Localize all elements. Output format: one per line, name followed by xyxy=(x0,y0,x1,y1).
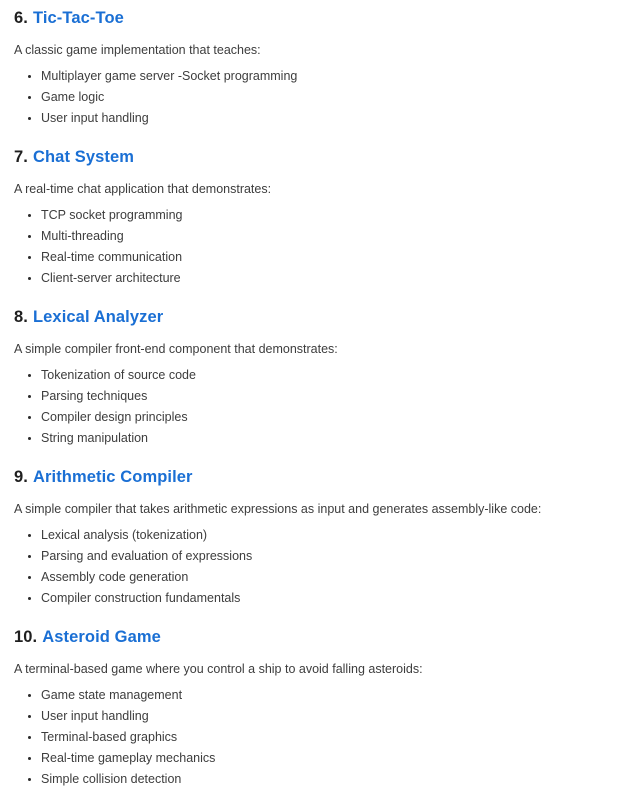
section-title-link[interactable]: Lexical Analyzer xyxy=(32,308,164,326)
section-title-link[interactable]: Chat System xyxy=(32,148,135,166)
list-item: • String manipulation xyxy=(41,428,611,449)
list-item: • Real-time gameplay mechanics xyxy=(41,748,611,769)
list-item: • Lexical analysis (tokenization) xyxy=(41,525,611,546)
section-heading xyxy=(14,146,611,168)
list-item: • Multi-threading xyxy=(41,226,611,247)
list-item: • Assembly code generation xyxy=(41,567,611,588)
list-item: • TCP socket programming xyxy=(41,205,611,226)
list-item: • Simple collision detection xyxy=(41,769,611,790)
section-heading xyxy=(14,7,611,29)
section-number: 10. xyxy=(14,628,38,646)
list-item: • Game state management xyxy=(41,685,611,706)
list-item: • User input handling xyxy=(41,706,611,727)
section-heading xyxy=(14,306,611,328)
list-item: • Parsing and evaluation of expressions xyxy=(41,546,611,567)
section-description: A simple compiler front-end component that demonstrates: xyxy=(14,342,338,356)
list-item: • Game logic xyxy=(41,87,611,108)
section-heading xyxy=(14,466,611,488)
bullet-list xyxy=(14,525,611,609)
list-item: • Terminal-based graphics xyxy=(41,727,611,748)
section-description: A simple compiler that takes arithmetic expressions as input and generates assembly-like code: xyxy=(14,502,542,516)
list-item: • Compiler construction fundamentals xyxy=(41,588,611,609)
section-heading xyxy=(14,626,611,648)
section-number: 6. xyxy=(14,9,28,27)
section-description: A real-time chat application that demonstrates: xyxy=(14,182,272,196)
section-number: 9. xyxy=(14,468,28,486)
list-item: • Tokenization of source code xyxy=(41,365,611,386)
list-item: • Parsing techniques xyxy=(41,386,611,407)
bullet-list xyxy=(14,685,611,790)
list-item: • Multiplayer game server -Socket programming xyxy=(41,66,611,87)
section-description: A classic game implementation that teaches: xyxy=(14,43,261,57)
list-item: • User input handling xyxy=(41,108,611,129)
section-number: 7. xyxy=(14,148,28,166)
section-title-link[interactable]: Asteroid Game xyxy=(42,628,161,646)
bullet-list xyxy=(14,205,611,289)
section-tic-tac-toe xyxy=(14,7,611,129)
section-description: A terminal-based game where you control a ship to avoid falling asteroids: xyxy=(14,662,423,676)
section-title-link[interactable]: Tic-Tac-Toe xyxy=(32,9,124,27)
section-number: 8. xyxy=(14,308,28,326)
bullet-list xyxy=(14,365,611,449)
bullet-list xyxy=(14,66,611,129)
section-title-link[interactable]: Arithmetic Compiler xyxy=(32,468,193,486)
section-asteroid-game xyxy=(14,626,611,790)
section-chat-system xyxy=(14,146,611,289)
section-arithmetic-compiler xyxy=(14,466,611,609)
list-item: • Real-time communication xyxy=(41,247,611,268)
list-item: • Client-server architecture xyxy=(41,268,611,289)
section-lexical-analyzer xyxy=(14,306,611,449)
list-item: • Compiler design principles xyxy=(41,407,611,428)
